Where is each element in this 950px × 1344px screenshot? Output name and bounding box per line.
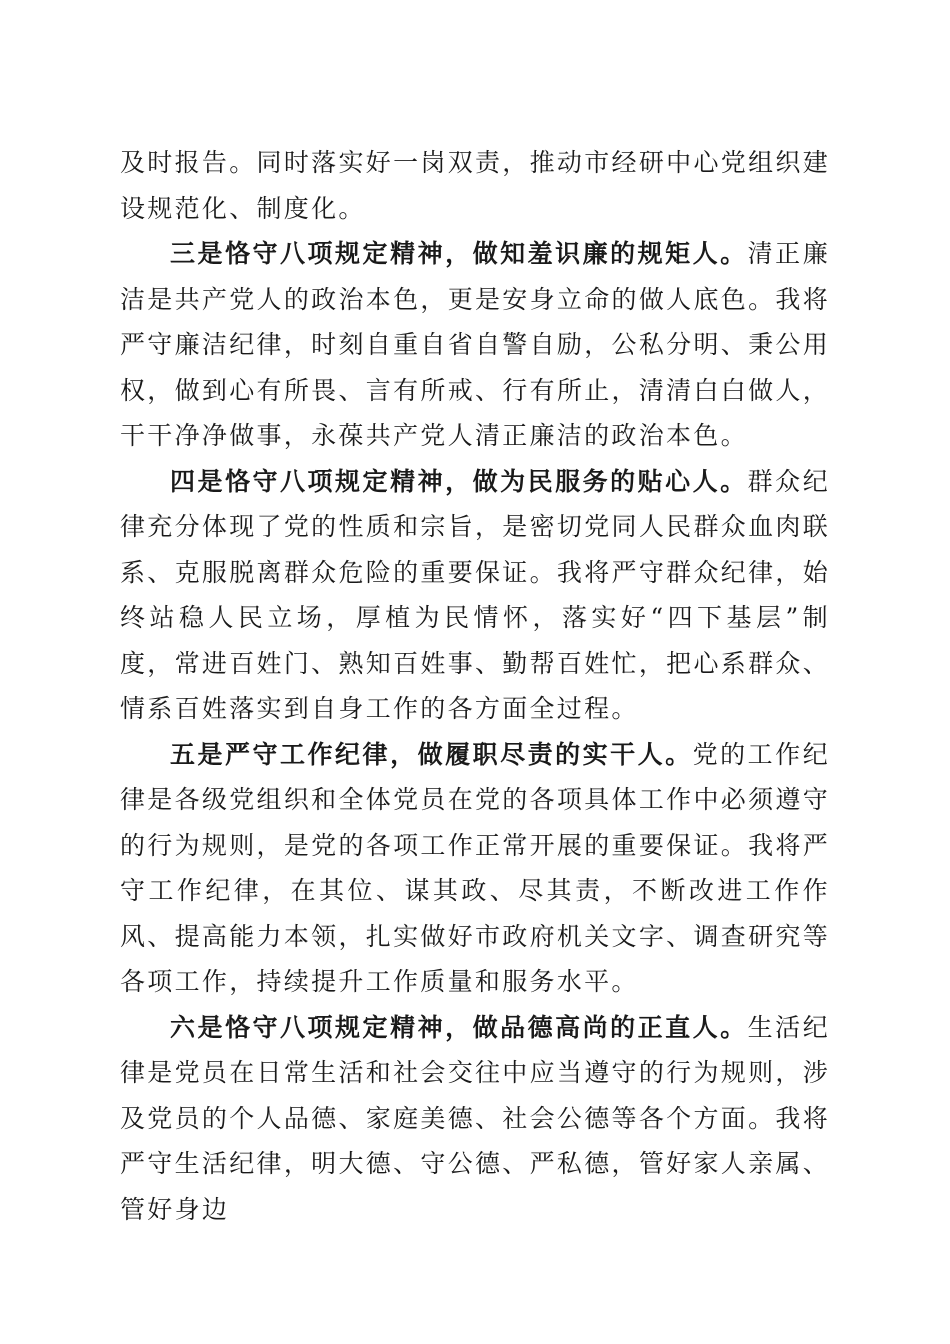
paragraph-lead: 六是恪守八项规定精神，做品德高尚的正直人。 [170, 1012, 748, 1042]
document-body [120, 140, 830, 1232]
paragraph-body: 及时报告。同时落实好一岗双责，推动市经研中心党组织建设规范化、制度化。 [120, 148, 830, 223]
paragraph-body: 群众纪律充分体现了党的性质和宗旨，是密切党同人民群众血肉联系、克服脱离群众危险的重要保证。我将严守群众纪律，始终站稳人民立场，厚植为民情怀，落实好“四下基层”制度，常进百姓门、熟知百姓事、勤帮百姓忙，把心系群众、情系百姓落实到自身工作的各方面全过程。 [120, 466, 830, 723]
paragraph-work-discipline [120, 732, 830, 1005]
paragraph-mass-discipline [120, 459, 830, 732]
paragraph-life-discipline [120, 1005, 830, 1233]
paragraph-body: 生活纪律是党员在日常生活和社会交往中应当遵守的行为规则，涉及党员的个人品德、家庭美德、社会公德等各个方面。我将严守生活纪律，明大德、守公德、严私德，管好家人亲属、管好身边 [120, 1012, 830, 1224]
paragraph-integrity [120, 231, 830, 459]
paragraph-lead: 五是严守工作纪律，做履职尽责的实干人。 [170, 739, 693, 769]
paragraph-continuation [120, 140, 830, 231]
paragraph-body: 清正廉洁是共产党人的政治本色，更是安身立命的做人底色。我将严守廉洁纪律，时刻自重自省自警自励，公私分明、秉公用权，做到心有所畏、言有所戒、行有所止，清清白白做人，干干净净做事，永葆共产党人清正廉洁的政治本色。 [120, 239, 830, 450]
paragraph-lead: 四是恪守八项规定精神，做为民服务的贴心人。 [170, 466, 748, 496]
paragraph-lead: 三是恪守八项规定精神，做知羞识廉的规矩人。 [170, 239, 748, 268]
paragraph-body: 党的工作纪律是各级党组织和全体党员在党的各项具体工作中必须遵守的行为规则，是党的各项工作正常开展的重要保证。我将严守工作纪律，在其位、谋其政、尽其责，不断改进工作作风、提高能力本领，扎实做好市政府机关文字、调查研究等各项工作，持续提升工作质量和服务水平。 [120, 739, 830, 996]
